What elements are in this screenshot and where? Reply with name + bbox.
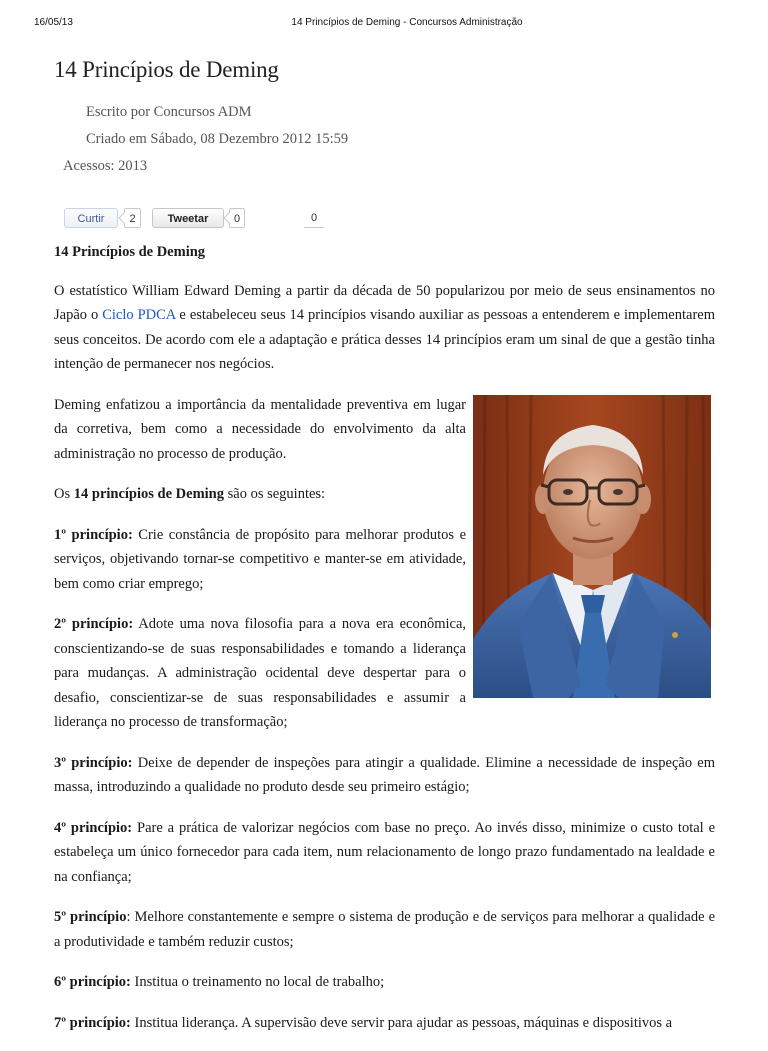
deming-portrait-photo: [473, 395, 711, 698]
principles-intro-end: são os seguintes:: [224, 486, 326, 502]
principle-3: [54, 751, 715, 800]
intro-text-end: e estabeleceu seus 14 princípios visando auxiliar as pessoas a entenderem e implementarem seus conceitos. De acordo com ele a adaptação e prática desses 14 princípios eram um sinal de que a gestão tinha intenção de permanecer nos negócios.: [54, 307, 716, 372]
ciclo-pdca-link[interactable]: Ciclo PDCA: [102, 307, 176, 323]
like-button[interactable]: Curtir: [64, 208, 118, 228]
article-author: Escrito por Concursos ADM: [86, 104, 252, 120]
principle-text: Adote uma nova filosofia para a nova era econômica, conscientizando-se de suas responsabilidades e tomando a liderança para mudanças. A administração ocidental deve despertar para o desafio, conscientizar-se de suas responsabilidades e assumir a liderança no processo de transformação;: [54, 616, 467, 730]
tweet-count: 0: [229, 208, 245, 228]
principle-text: Deixe de depender de inspeções para atingir a qualidade. Elimine a necessidade de inspeção em massa, introduzindo a qualidade no produto desde seu primeiro estágio;: [54, 754, 716, 795]
share-count: 0: [304, 208, 324, 228]
like-count: 2: [124, 208, 141, 228]
principle-label: 7º princípio:: [54, 1014, 131, 1031]
principles-intro-start: Os: [54, 486, 74, 502]
social-share-bar: [0, 208, 768, 232]
tweet-button[interactable]: Tweetar: [152, 208, 224, 228]
print-date: 16/05/13: [34, 17, 73, 28]
principle-text: Institua o treinamento no local de trabalho;: [130, 974, 385, 990]
article-body: [54, 240, 715, 1051]
principle-label: 1º princípio:: [54, 526, 133, 543]
intro-paragraph: [54, 279, 715, 377]
article-body-heading: 14 Princípios de Deming: [54, 244, 206, 260]
principle-text: Crie constância de propósito para melhorar produtos e serviços, objetivando tornar-se competitivo e manter-se em atividade, bem como criar emprego;: [54, 526, 466, 592]
principle-label: 6º princípio:: [54, 974, 131, 990]
principle-7: [54, 1011, 715, 1036]
print-page-title: 14 Princípios de Deming - Concursos Administração: [291, 17, 523, 28]
principle-text: Institua liderança. A supervisão deve servir para ajudar as pessoas, máquinas e dispositivos a: [130, 1014, 673, 1031]
principle-4: [54, 816, 715, 890]
print-header: [0, 17, 768, 33]
article-created-date: Criado em Sábado, 08 Dezembro 2012 15:59: [86, 131, 349, 147]
intro-text-start: O estatístico William Edward Deming a partir da década de 50 popularizou por meio de seus ensinamentos no Japão o: [54, 282, 715, 323]
article-hits: Acessos: 2013: [63, 158, 148, 174]
principle-label: 5º princípio: [54, 909, 127, 925]
principle-6: [54, 970, 715, 995]
principle-label: 2º princípio:: [54, 616, 134, 632]
emphasis-paragraph: Deming enfatizou a importância da mentalidade preventiva em lugar da corretiva, bem como a necessidade do envolvimento da alta administração no processo de produção.: [54, 396, 466, 462]
principle-5: [54, 905, 715, 954]
article-title: 14 Princípios de Deming: [54, 57, 279, 82]
principle-text: Pare a prática de valorizar negócios com base no preço. Ao invés disso, minimize o custo total e estabeleça um único fornecedor para cada item, num relacionamento de longo prazo fundamentado na lealdade e na confiança;: [54, 819, 716, 885]
principle-label: 3º princípio:: [54, 754, 133, 771]
principle-label: 4º princípio:: [54, 819, 133, 836]
principle-text: : Melhore constantemente e sempre o sistema de produção e de serviços para melhorar a qualidade e a produtividade e também reduzir custos;: [54, 909, 716, 950]
principles-intro-bold: 14 princípios de Deming: [73, 486, 224, 502]
